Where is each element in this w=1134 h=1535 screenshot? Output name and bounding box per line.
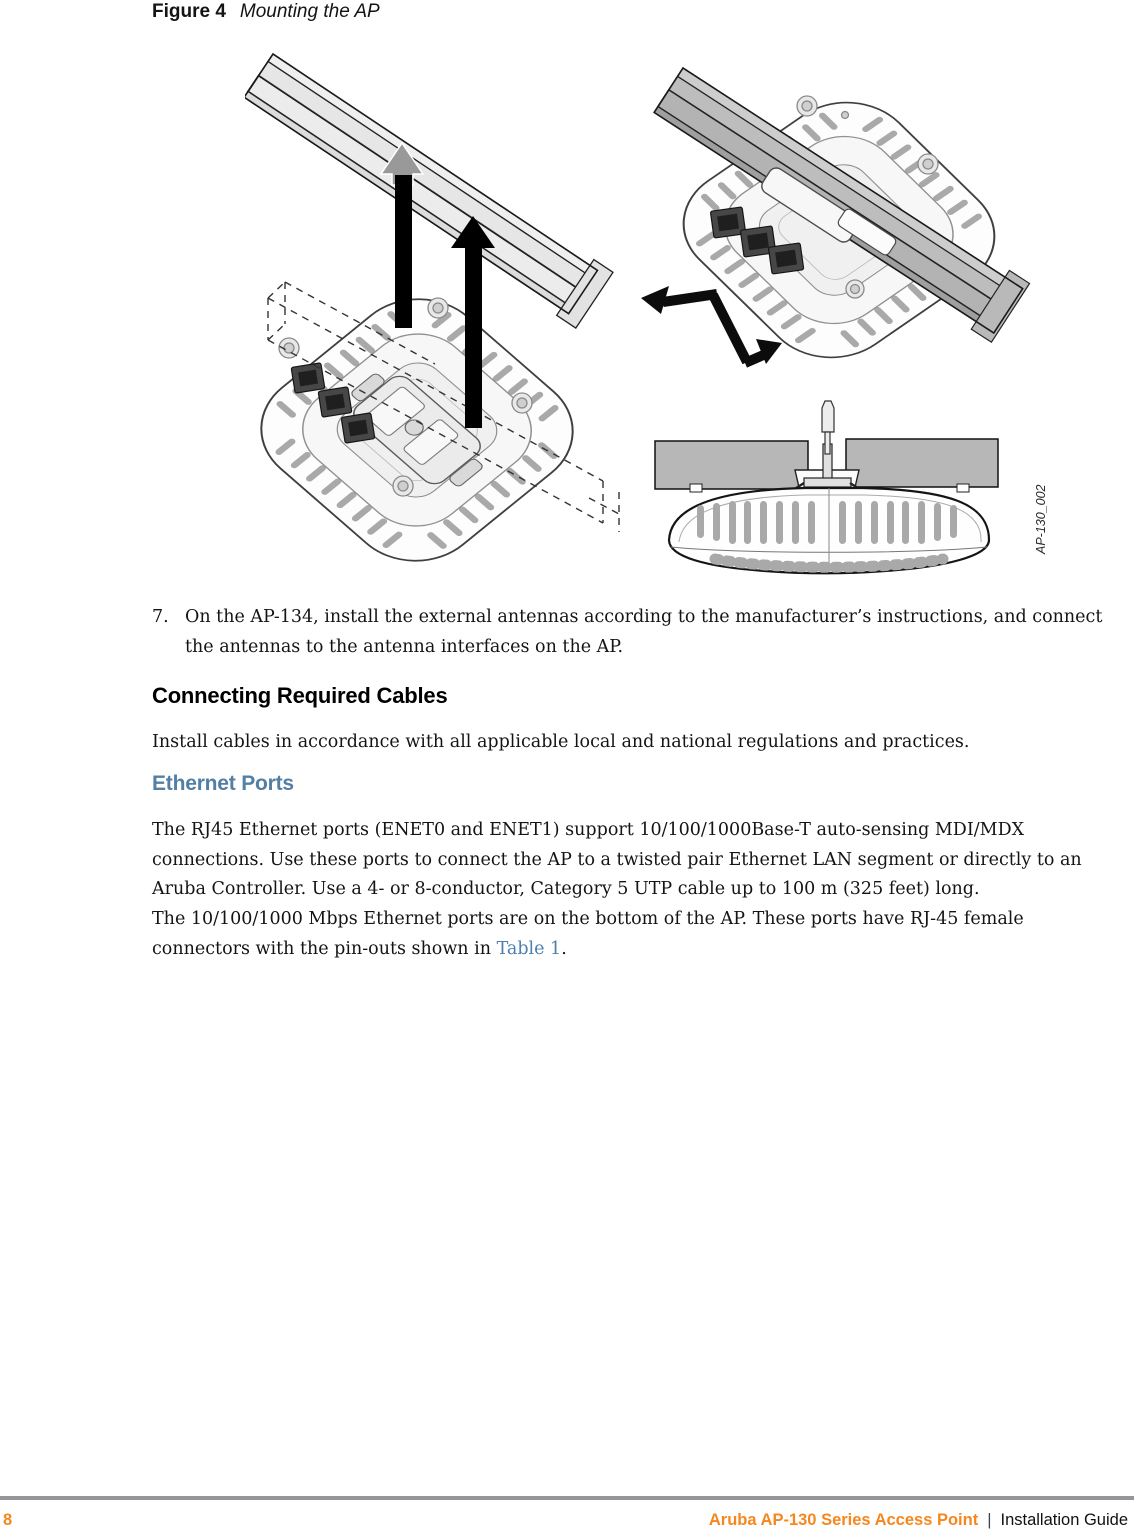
paragraph-line: The RJ45 Ethernet ports (ENET0 and ENET1) support 10/100/1000Base-T auto-sensing MDI/MDX [152, 820, 1025, 840]
footer-rule [0, 1496, 1134, 1500]
paragraph-text: connectors with the pin-outs shown in [152, 938, 497, 959]
figure-label: Figure 4 [152, 1, 226, 22]
subsection-heading-ethernet-ports: Ethernet Ports [152, 772, 294, 795]
figure-mounting-the-ap [245, 40, 1060, 592]
lift-arrow-1 [395, 175, 412, 328]
footer-separator: | [987, 1511, 992, 1529]
ap-side-view [655, 401, 998, 573]
paragraph-text: . [561, 938, 567, 959]
section-heading: Connecting Required Cables [152, 683, 448, 708]
footer-doc-title: Installation Guide [1000, 1511, 1128, 1529]
ap-dome [669, 484, 989, 573]
t-rail-left [245, 48, 613, 328]
step-text [185, 603, 1102, 662]
table-1-link[interactable]: Table 1 [496, 938, 562, 959]
step-text-line: On the AP-134, install the external antennas according to the manufacturer’s instructions, and connect [185, 607, 1103, 627]
step-number: 7. [152, 607, 169, 627]
ap-rail-attached-view [641, 61, 1030, 380]
footer [0, 1509, 1134, 1535]
figure-art-code: AP-130_002 [1034, 484, 1048, 554]
step-text-line: the antennas to the antenna interfaces on the AP. [185, 636, 624, 657]
figure-title: Mounting the AP [239, 1, 380, 22]
ethernet-ports-paragraph-1 [152, 816, 1082, 905]
paragraph-line [152, 935, 1024, 965]
section-intro: Install cables in accordance with all applicable local and national regulations and practices. [152, 732, 970, 752]
step-7-item [152, 603, 1112, 662]
page-number: 8 [3, 1511, 13, 1529]
figure-caption [152, 1, 380, 23]
footer-right [709, 1511, 1128, 1530]
ethernet-ports-paragraph-2 [152, 905, 1024, 964]
paragraph-line: Aruba Controller. Use a 4- or 8-conductor, Category 5 UTP cable up to 100 m (325 feet) long. [152, 879, 980, 899]
footer-product-title: Aruba AP-130 Series Access Point [708, 1511, 979, 1529]
ap-bottom-view [245, 276, 601, 585]
paragraph-line: The 10/100/1000 Mbps Ethernet ports are on the bottom of the AP. These ports have RJ-45 female [152, 909, 1024, 929]
paragraph-line: connections. Use these ports to connect the AP to a twisted pair Ethernet LAN segment or directly to an [152, 849, 1082, 870]
